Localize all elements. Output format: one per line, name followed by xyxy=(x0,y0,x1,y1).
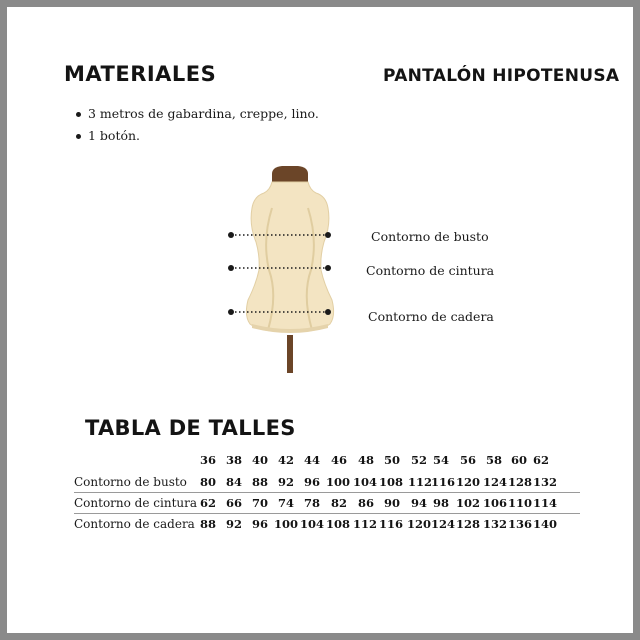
table-cell: 100 xyxy=(326,475,351,489)
size-header-cell: 36 xyxy=(200,453,217,467)
table-cell: 102 xyxy=(456,496,481,510)
dress-form-stand xyxy=(287,335,293,373)
table-row-hip xyxy=(74,513,580,534)
table-cell: 92 xyxy=(278,475,295,489)
table-cell: 94 xyxy=(411,496,428,510)
size-header-cell: 52 xyxy=(411,453,428,467)
table-cell: 132 xyxy=(483,517,508,531)
table-cell: 104 xyxy=(300,517,325,531)
materials-item: 1 botón. xyxy=(76,125,319,147)
size-header-cell: 38 xyxy=(226,453,243,467)
product-title: PANTALÓN HIPOTENUSA xyxy=(383,66,620,86)
row-label: Contorno de cadera xyxy=(74,517,195,531)
table-cell: 98 xyxy=(433,496,450,510)
table-cell: 120 xyxy=(456,475,481,489)
dress-form-torso xyxy=(246,182,333,332)
table-cell: 108 xyxy=(326,517,351,531)
table-cell: 62 xyxy=(200,496,217,510)
materials-item: 3 metros de gabardina, creppe, lino. xyxy=(76,103,319,125)
bust-measure-label: Contorno de busto xyxy=(371,229,489,244)
table-cell: 86 xyxy=(358,496,375,510)
table-cell: 80 xyxy=(200,475,217,489)
table-cell: 128 xyxy=(508,475,533,489)
size-header-cell: 50 xyxy=(384,453,401,467)
table-cell: 106 xyxy=(483,496,508,510)
materials-title: MATERIALES xyxy=(64,62,217,86)
size-header-cell: 48 xyxy=(358,453,375,467)
size-header-cell: 58 xyxy=(486,453,503,467)
table-cell: 120 xyxy=(407,517,432,531)
table-cell: 124 xyxy=(483,475,508,489)
table-cell: 110 xyxy=(508,496,533,510)
size-header-cell: 54 xyxy=(433,453,450,467)
table-cell: 116 xyxy=(431,475,456,489)
waist-measure-label: Contorno de cintura xyxy=(366,263,495,278)
table-cell: 132 xyxy=(533,475,558,489)
table-cell: 88 xyxy=(200,517,217,531)
size-header-cell: 62 xyxy=(533,453,550,467)
size-header-cell: 46 xyxy=(331,453,348,467)
table-row-waist xyxy=(74,492,580,513)
table-cell: 70 xyxy=(252,496,269,510)
row-label: Contorno de busto xyxy=(74,475,187,489)
table-cell: 112 xyxy=(353,517,378,531)
size-header-cell: 56 xyxy=(460,453,477,467)
table-cell: 96 xyxy=(304,475,321,489)
table-cell: 78 xyxy=(304,496,321,510)
size-header-cell: 40 xyxy=(252,453,269,467)
table-cell: 128 xyxy=(456,517,481,531)
row-label: Contorno de cintura xyxy=(74,496,198,510)
table-cell: 124 xyxy=(431,517,456,531)
size-table xyxy=(74,450,580,534)
size-header-cell: 42 xyxy=(278,453,295,467)
table-cell: 84 xyxy=(226,475,243,489)
table-cell: 116 xyxy=(379,517,404,531)
size-header-cell: 60 xyxy=(511,453,528,467)
size-header-row xyxy=(74,450,580,472)
table-cell: 66 xyxy=(226,496,243,510)
table-cell: 140 xyxy=(533,517,558,531)
table-cell: 82 xyxy=(331,496,348,510)
size-header-cell: 44 xyxy=(304,453,321,467)
hip-measure-label: Contorno de cadera xyxy=(368,309,494,324)
table-cell: 100 xyxy=(274,517,299,531)
dress-form-illustration xyxy=(220,160,360,375)
size-table-title: TABLA DE TALLES xyxy=(85,416,296,440)
materials-list xyxy=(76,103,319,147)
table-cell: 74 xyxy=(278,496,295,510)
table-cell: 112 xyxy=(408,475,433,489)
table-cell: 92 xyxy=(226,517,243,531)
dress-form-neck-cap xyxy=(272,166,308,182)
table-cell: 114 xyxy=(533,496,558,510)
table-cell: 136 xyxy=(508,517,533,531)
table-cell: 108 xyxy=(379,475,404,489)
table-cell: 96 xyxy=(252,517,269,531)
table-cell: 90 xyxy=(384,496,401,510)
table-cell: 88 xyxy=(252,475,269,489)
table-cell: 104 xyxy=(353,475,378,489)
table-row-bust xyxy=(74,472,580,492)
